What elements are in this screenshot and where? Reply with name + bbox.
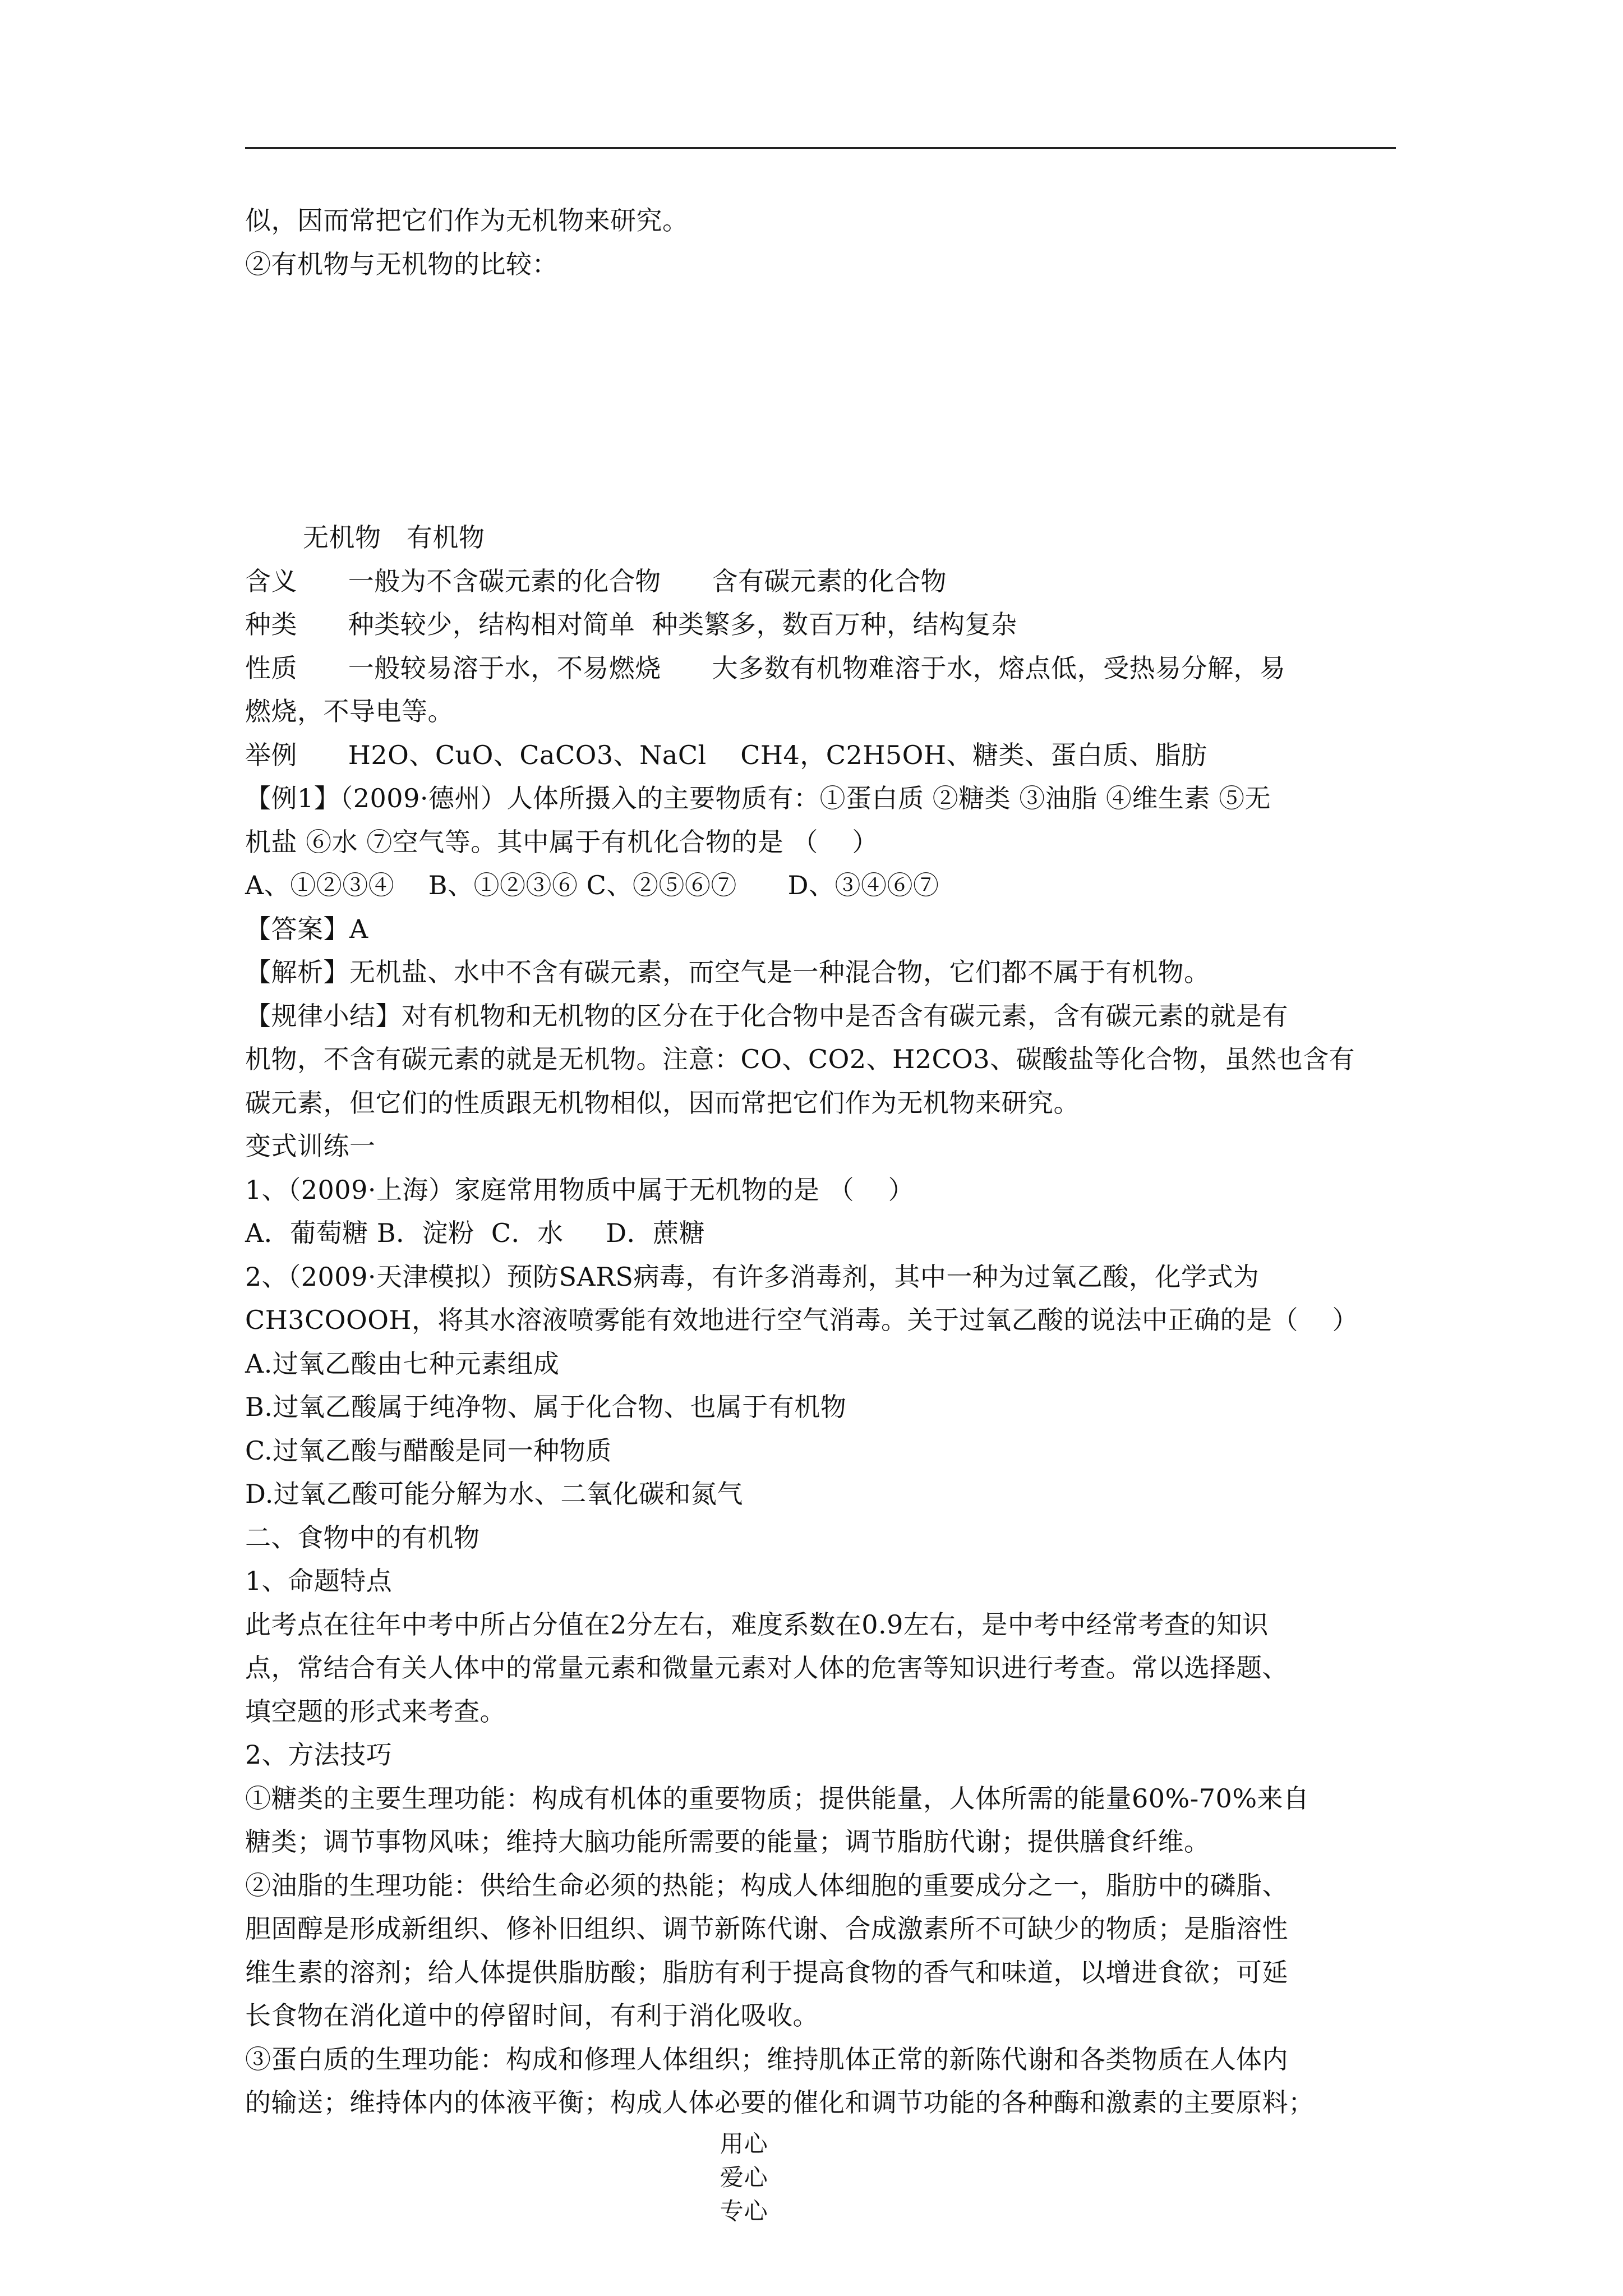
- text-line: 2、方法技巧: [245, 1740, 393, 1770]
- text-line: 填空题的形式来考查。: [245, 1696, 506, 1727]
- text-line: 二、食物中的有机物: [245, 1522, 480, 1553]
- text-line: D.过氧乙酸可能分解为水、二氧化碳和氮气: [245, 1479, 743, 1509]
- text-line: 2、（2009·天津模拟）预防SARS病毒，有许多消毒剂，其中一种为过氧乙酸，化学式为: [245, 1261, 1260, 1292]
- text-line: 变式训练一: [245, 1131, 376, 1161]
- text-line: B.过氧乙酸属于纯净物、属于化合物、也属于有机物: [245, 1392, 847, 1422]
- text-line: ②油脂的生理功能：供给生命必须的热能；构成人体细胞的重要成分之一，脂肪中的磷脂、: [245, 1870, 1288, 1901]
- page-content: [245, 199, 1400, 2125]
- text-line: ②有机物与无机物的比较：: [245, 249, 558, 279]
- text-line: 糖类；调节事物风味；维持大脑功能所需要的能量；调节脂肪代谢；提供膳食纤维。: [245, 1826, 1210, 1857]
- text-line: C.过氧乙酸与醋酸是同一种物质: [245, 1435, 612, 1466]
- text-line: ①糖类的主要生理功能：构成有机体的重要物质；提供能量，人体所需的能量60%-70%来自: [245, 1783, 1310, 1814]
- text-line: 1、命题特点: [245, 1566, 393, 1596]
- text-line: 胆固醇是形成新组织、修补旧组织、调节新陈代谢、合成激素所不可缺少的物质；是脂溶性: [245, 1913, 1288, 1944]
- text-line: 似，因而常把它们作为无机物来研究。: [245, 205, 689, 236]
- table-header: 无机物 有机物: [303, 522, 485, 553]
- table-row: 性质 一般较易溶于水，不易燃烧 大多数有机物难溶于水，熔点低，受热易分解，易: [245, 652, 1286, 683]
- table-row: 燃烧，不导电等。: [245, 696, 454, 726]
- text-line: 碳元素，但它们的性质跟无机物相似，因而常把它们作为无机物来研究。: [245, 1087, 1080, 1118]
- footer-text: 专心: [720, 2197, 768, 2225]
- text-line: 维生素的溶剂；给人体提供脂肪酸；脂肪有利于提高食物的香气和味道，以增进食欲；可延: [245, 1957, 1288, 1987]
- text-line: ③蛋白质的生理功能：构成和修理人体组织；维持肌体正常的新陈代谢和各类物质在人体内: [245, 2044, 1288, 2074]
- text-line: 【例1】（2009·德州）人体所摄入的主要物质有：①蛋白质 ②糖类 ③油脂 ④维生素 ⑤无: [245, 783, 1271, 813]
- page-footer: [704, 2098, 813, 2226]
- text-line: 的输送；维持体内的体液平衡；构成人体必要的催化和调节功能的各种酶和激素的主要原料；: [245, 2087, 1315, 2118]
- text-line: 【规律小结】对有机物和无机物的区分在于化合物中是否含有碳元素，含有碳元素的就是有: [245, 1000, 1288, 1031]
- text-line: A.过氧乙酸由七种元素组成: [245, 1348, 560, 1379]
- text-line: 长食物在消化道中的停留时间，有利于消化吸收。: [245, 2000, 819, 2031]
- table-row: 举例 H2O、CuO、CaCO3、NaCl CH4，C2H5OH、糖类、蛋白质、脂肪: [245, 739, 1207, 770]
- header-rule: [245, 147, 1396, 149]
- footer-text: 爱心: [720, 2164, 768, 2191]
- text-line: 【解析】无机盐、水中不含有碳元素，而空气是一种混合物，它们都不属于有机物。: [245, 957, 1210, 987]
- text-line: A、①②③④ B、①②③⑥ C、②⑤⑥⑦ D、③④⑥⑦: [245, 870, 939, 900]
- text-line: 1、（2009·上海）家庭常用物质中属于无机物的是 （ ）: [245, 1174, 915, 1205]
- footer-text: 用心: [720, 2130, 768, 2157]
- table-row: 含义 一般为不含碳元素的化合物 含有碳元素的化合物: [245, 565, 947, 596]
- text-line: 点，常结合有关人体中的常量元素和微量元素对人体的危害等知识进行考查。常以选择题、: [245, 1653, 1288, 1683]
- text-line: A．葡萄糖 B．淀粉 C．水 D．蔗糖: [245, 1218, 706, 1248]
- blank-gap: [245, 286, 1400, 516]
- text-line: 此考点在往年中考中所占分值在2分左右，难度系数在0.9左右，是中考中经常考查的知识: [245, 1609, 1269, 1640]
- text-line: 【答案】A: [245, 913, 368, 944]
- text-line: 机盐 ⑥水 ⑦空气等。其中属于有机化合物的是 （ ）: [245, 826, 878, 857]
- text-line: 机物，不含有碳元素的就是无机物。注意：CO、CO2、H2CO3、碳酸盐等化合物，虽然也含有: [245, 1044, 1355, 1074]
- text-line: CH3COOOH，将其水溶液喷雾能有效地进行空气消毒。关于过氧乙酸的说法中正确的是（ ）: [245, 1305, 1359, 1335]
- table-row: 种类 种类较少，结构相对简单 种类繁多，数百万种，结构复杂: [245, 609, 1017, 639]
